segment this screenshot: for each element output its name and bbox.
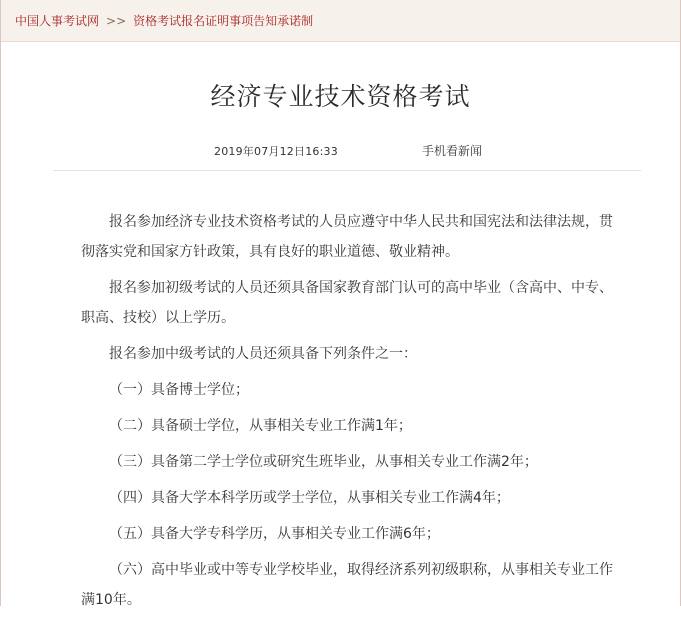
article-meta — [1, 140, 680, 160]
mobile-news-link[interactable]: 手机看新闻 — [422, 144, 483, 158]
paragraph-intermediate-intro: 报名参加中级考试的人员还须具备下列条件之一： — [109, 346, 417, 362]
publish-date: 2019年07月12日16:33 — [214, 145, 338, 158]
paragraph-general-requirements: 报名参加经济专业技术资格考试的人员应遵守中华人民共和国宪法和法律法规，贯彻落实党和国家方针政策，具有良好的职业道德、敬业精神。 — [81, 214, 613, 260]
article-body — [81, 207, 621, 621]
condition-item-3: （三）具备第二学士学位或研究生班毕业，从事相关专业工作满2年； — [109, 454, 538, 470]
condition-item-5: （五）具备大学专科学历，从事相关专业工作满6年； — [109, 526, 440, 542]
title-divider — [53, 170, 641, 171]
breadcrumb-current-link[interactable]: 资格考试报名证明事项告知承诺制 — [133, 14, 314, 28]
condition-item-2: （二）具备硕士学位，从事相关专业工作满1年； — [109, 418, 412, 434]
condition-item-4: （四）具备大学本科学历或学士学位，从事相关专业工作满4年； — [109, 490, 510, 506]
breadcrumb-home-link[interactable]: 中国人事考试网 — [15, 14, 100, 28]
breadcrumb — [1, 0, 680, 42]
condition-item-6: （六）高中毕业或中等专业学校毕业，取得经济系列初级职称，从事相关专业工作满10年。 — [81, 562, 613, 608]
paragraph-junior-requirements: 报名参加初级考试的人员还须具备国家教育部门认可的高中毕业（含高中、中专、职高、技校）以上学历。 — [81, 280, 613, 326]
condition-item-1: （一）具备博士学位； — [109, 382, 249, 398]
breadcrumb-separator: >> — [106, 13, 127, 28]
page-title: 经济专业技术资格考试 — [210, 82, 471, 111]
